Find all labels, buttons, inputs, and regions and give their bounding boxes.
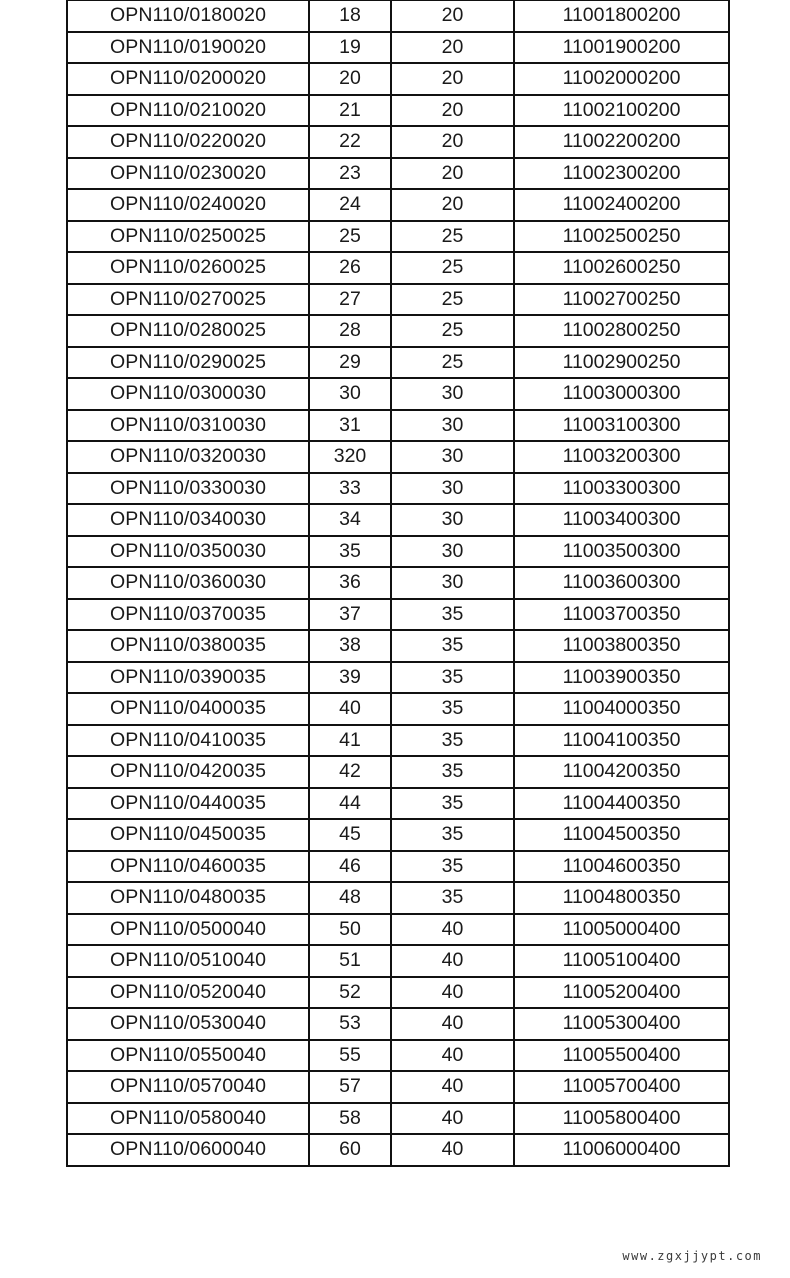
value-cell: 40 bbox=[391, 914, 514, 946]
code-cell: 11003000300 bbox=[514, 378, 729, 410]
value-cell: 30 bbox=[391, 441, 514, 473]
code-cell: 11002100200 bbox=[514, 95, 729, 127]
code-cell: 11004500350 bbox=[514, 819, 729, 851]
table-row bbox=[67, 662, 729, 694]
model-cell: OPN110/0380035 bbox=[67, 630, 309, 662]
table-row bbox=[67, 284, 729, 316]
size-cell: 57 bbox=[309, 1071, 391, 1103]
code-cell: 11003900350 bbox=[514, 662, 729, 694]
table-row bbox=[67, 504, 729, 536]
table-row bbox=[67, 693, 729, 725]
code-cell: 11005500400 bbox=[514, 1040, 729, 1072]
model-cell: OPN110/0210020 bbox=[67, 95, 309, 127]
size-cell: 29 bbox=[309, 347, 391, 379]
size-cell: 33 bbox=[309, 473, 391, 505]
table-row bbox=[67, 189, 729, 221]
value-cell: 40 bbox=[391, 945, 514, 977]
code-cell: 11002800250 bbox=[514, 315, 729, 347]
model-cell: OPN110/0190020 bbox=[67, 32, 309, 64]
code-cell: 11005300400 bbox=[514, 1008, 729, 1040]
size-cell: 320 bbox=[309, 441, 391, 473]
size-cell: 20 bbox=[309, 63, 391, 95]
value-cell: 35 bbox=[391, 851, 514, 883]
value-cell: 30 bbox=[391, 473, 514, 505]
value-cell: 40 bbox=[391, 1134, 514, 1166]
table-row bbox=[67, 819, 729, 851]
table-row bbox=[67, 851, 729, 883]
product-table bbox=[66, 0, 730, 1167]
code-cell: 11003200300 bbox=[514, 441, 729, 473]
table-row bbox=[67, 1008, 729, 1040]
table-row bbox=[67, 347, 729, 379]
table-row bbox=[67, 1134, 729, 1166]
model-cell: OPN110/0550040 bbox=[67, 1040, 309, 1072]
table-row bbox=[67, 630, 729, 662]
model-cell: OPN110/0520040 bbox=[67, 977, 309, 1009]
value-cell: 35 bbox=[391, 693, 514, 725]
value-cell: 30 bbox=[391, 378, 514, 410]
code-cell: 11002000200 bbox=[514, 63, 729, 95]
value-cell: 40 bbox=[391, 1040, 514, 1072]
code-cell: 11002700250 bbox=[514, 284, 729, 316]
size-cell: 46 bbox=[309, 851, 391, 883]
code-cell: 11003600300 bbox=[514, 567, 729, 599]
value-cell: 25 bbox=[391, 347, 514, 379]
model-cell: OPN110/0530040 bbox=[67, 1008, 309, 1040]
model-cell: OPN110/0360030 bbox=[67, 567, 309, 599]
model-cell: OPN110/0270025 bbox=[67, 284, 309, 316]
size-cell: 51 bbox=[309, 945, 391, 977]
code-cell: 11003400300 bbox=[514, 504, 729, 536]
value-cell: 25 bbox=[391, 284, 514, 316]
code-cell: 11003800350 bbox=[514, 630, 729, 662]
size-cell: 40 bbox=[309, 693, 391, 725]
table-row bbox=[67, 1, 729, 32]
value-cell: 25 bbox=[391, 252, 514, 284]
table-row bbox=[67, 788, 729, 820]
model-cell: OPN110/0200020 bbox=[67, 63, 309, 95]
value-cell: 35 bbox=[391, 630, 514, 662]
model-cell: OPN110/0500040 bbox=[67, 914, 309, 946]
size-cell: 55 bbox=[309, 1040, 391, 1072]
size-cell: 37 bbox=[309, 599, 391, 631]
model-cell: OPN110/0320030 bbox=[67, 441, 309, 473]
model-cell: OPN110/0330030 bbox=[67, 473, 309, 505]
code-cell: 11004400350 bbox=[514, 788, 729, 820]
code-cell: 11002200200 bbox=[514, 126, 729, 158]
model-cell: OPN110/0570040 bbox=[67, 1071, 309, 1103]
value-cell: 30 bbox=[391, 410, 514, 442]
size-cell: 35 bbox=[309, 536, 391, 568]
model-cell: OPN110/0300030 bbox=[67, 378, 309, 410]
value-cell: 20 bbox=[391, 126, 514, 158]
table-row bbox=[67, 914, 729, 946]
model-cell: OPN110/0260025 bbox=[67, 252, 309, 284]
table-row bbox=[67, 473, 729, 505]
size-cell: 50 bbox=[309, 914, 391, 946]
code-cell: 11005200400 bbox=[514, 977, 729, 1009]
model-cell: OPN110/0600040 bbox=[67, 1134, 309, 1166]
size-cell: 38 bbox=[309, 630, 391, 662]
model-cell: OPN110/0290025 bbox=[67, 347, 309, 379]
size-cell: 23 bbox=[309, 158, 391, 190]
table-row bbox=[67, 32, 729, 64]
table-row bbox=[67, 95, 729, 127]
model-cell: OPN110/0280025 bbox=[67, 315, 309, 347]
value-cell: 40 bbox=[391, 1008, 514, 1040]
value-cell: 35 bbox=[391, 599, 514, 631]
value-cell: 40 bbox=[391, 1103, 514, 1135]
model-cell: OPN110/0480035 bbox=[67, 882, 309, 914]
model-cell: OPN110/0250025 bbox=[67, 221, 309, 253]
size-cell: 53 bbox=[309, 1008, 391, 1040]
code-cell: 11004800350 bbox=[514, 882, 729, 914]
value-cell: 40 bbox=[391, 1071, 514, 1103]
value-cell: 20 bbox=[391, 95, 514, 127]
table-row bbox=[67, 1071, 729, 1103]
size-cell: 24 bbox=[309, 189, 391, 221]
value-cell: 35 bbox=[391, 819, 514, 851]
size-cell: 58 bbox=[309, 1103, 391, 1135]
code-cell: 11002300200 bbox=[514, 158, 729, 190]
model-cell: OPN110/0180020 bbox=[67, 1, 309, 32]
model-cell: OPN110/0390035 bbox=[67, 662, 309, 694]
size-cell: 21 bbox=[309, 95, 391, 127]
table-row bbox=[67, 221, 729, 253]
code-cell: 11003700350 bbox=[514, 599, 729, 631]
value-cell: 40 bbox=[391, 977, 514, 1009]
product-table-container bbox=[66, 0, 728, 1167]
table-row bbox=[67, 536, 729, 568]
table-row bbox=[67, 945, 729, 977]
size-cell: 41 bbox=[309, 725, 391, 757]
table-row bbox=[67, 126, 729, 158]
size-cell: 42 bbox=[309, 756, 391, 788]
size-cell: 31 bbox=[309, 410, 391, 442]
size-cell: 30 bbox=[309, 378, 391, 410]
model-cell: OPN110/0420035 bbox=[67, 756, 309, 788]
table-row bbox=[67, 1040, 729, 1072]
table-row bbox=[67, 756, 729, 788]
table-row bbox=[67, 882, 729, 914]
code-cell: 11005000400 bbox=[514, 914, 729, 946]
code-cell: 11004600350 bbox=[514, 851, 729, 883]
table-row bbox=[67, 599, 729, 631]
size-cell: 25 bbox=[309, 221, 391, 253]
table-row bbox=[67, 252, 729, 284]
value-cell: 20 bbox=[391, 63, 514, 95]
model-cell: OPN110/0350030 bbox=[67, 536, 309, 568]
model-cell: OPN110/0220020 bbox=[67, 126, 309, 158]
size-cell: 18 bbox=[309, 1, 391, 32]
table-row bbox=[67, 63, 729, 95]
value-cell: 35 bbox=[391, 725, 514, 757]
code-cell: 11001800200 bbox=[514, 1, 729, 32]
table-row bbox=[67, 1103, 729, 1135]
code-cell: 11005700400 bbox=[514, 1071, 729, 1103]
model-cell: OPN110/0240020 bbox=[67, 189, 309, 221]
size-cell: 34 bbox=[309, 504, 391, 536]
size-cell: 39 bbox=[309, 662, 391, 694]
value-cell: 25 bbox=[391, 315, 514, 347]
code-cell: 11004100350 bbox=[514, 725, 729, 757]
value-cell: 35 bbox=[391, 662, 514, 694]
value-cell: 30 bbox=[391, 536, 514, 568]
value-cell: 30 bbox=[391, 504, 514, 536]
code-cell: 11005800400 bbox=[514, 1103, 729, 1135]
code-cell: 11002900250 bbox=[514, 347, 729, 379]
table-row bbox=[67, 977, 729, 1009]
value-cell: 25 bbox=[391, 221, 514, 253]
value-cell: 30 bbox=[391, 567, 514, 599]
model-cell: OPN110/0410035 bbox=[67, 725, 309, 757]
site-watermark: www.zgxjjypt.com bbox=[622, 1249, 762, 1263]
product-table-body bbox=[67, 1, 729, 1166]
table-row bbox=[67, 315, 729, 347]
code-cell: 11002400200 bbox=[514, 189, 729, 221]
code-cell: 11002600250 bbox=[514, 252, 729, 284]
size-cell: 48 bbox=[309, 882, 391, 914]
value-cell: 35 bbox=[391, 788, 514, 820]
code-cell: 11003100300 bbox=[514, 410, 729, 442]
model-cell: OPN110/0340030 bbox=[67, 504, 309, 536]
value-cell: 20 bbox=[391, 1, 514, 32]
model-cell: OPN110/0460035 bbox=[67, 851, 309, 883]
model-cell: OPN110/0580040 bbox=[67, 1103, 309, 1135]
size-cell: 45 bbox=[309, 819, 391, 851]
size-cell: 19 bbox=[309, 32, 391, 64]
code-cell: 11006000400 bbox=[514, 1134, 729, 1166]
size-cell: 36 bbox=[309, 567, 391, 599]
model-cell: OPN110/0370035 bbox=[67, 599, 309, 631]
table-row bbox=[67, 725, 729, 757]
table-row bbox=[67, 378, 729, 410]
size-cell: 52 bbox=[309, 977, 391, 1009]
size-cell: 26 bbox=[309, 252, 391, 284]
table-row bbox=[67, 158, 729, 190]
table-row bbox=[67, 410, 729, 442]
model-cell: OPN110/0230020 bbox=[67, 158, 309, 190]
value-cell: 20 bbox=[391, 189, 514, 221]
model-cell: OPN110/0440035 bbox=[67, 788, 309, 820]
size-cell: 44 bbox=[309, 788, 391, 820]
size-cell: 27 bbox=[309, 284, 391, 316]
size-cell: 22 bbox=[309, 126, 391, 158]
code-cell: 11004200350 bbox=[514, 756, 729, 788]
value-cell: 35 bbox=[391, 882, 514, 914]
size-cell: 28 bbox=[309, 315, 391, 347]
code-cell: 11004000350 bbox=[514, 693, 729, 725]
code-cell: 11003500300 bbox=[514, 536, 729, 568]
value-cell: 35 bbox=[391, 756, 514, 788]
table-row bbox=[67, 441, 729, 473]
code-cell: 11005100400 bbox=[514, 945, 729, 977]
model-cell: OPN110/0510040 bbox=[67, 945, 309, 977]
code-cell: 11002500250 bbox=[514, 221, 729, 253]
value-cell: 20 bbox=[391, 158, 514, 190]
size-cell: 60 bbox=[309, 1134, 391, 1166]
table-row bbox=[67, 567, 729, 599]
value-cell: 20 bbox=[391, 32, 514, 64]
code-cell: 11001900200 bbox=[514, 32, 729, 64]
model-cell: OPN110/0450035 bbox=[67, 819, 309, 851]
code-cell: 11003300300 bbox=[514, 473, 729, 505]
model-cell: OPN110/0400035 bbox=[67, 693, 309, 725]
model-cell: OPN110/0310030 bbox=[67, 410, 309, 442]
